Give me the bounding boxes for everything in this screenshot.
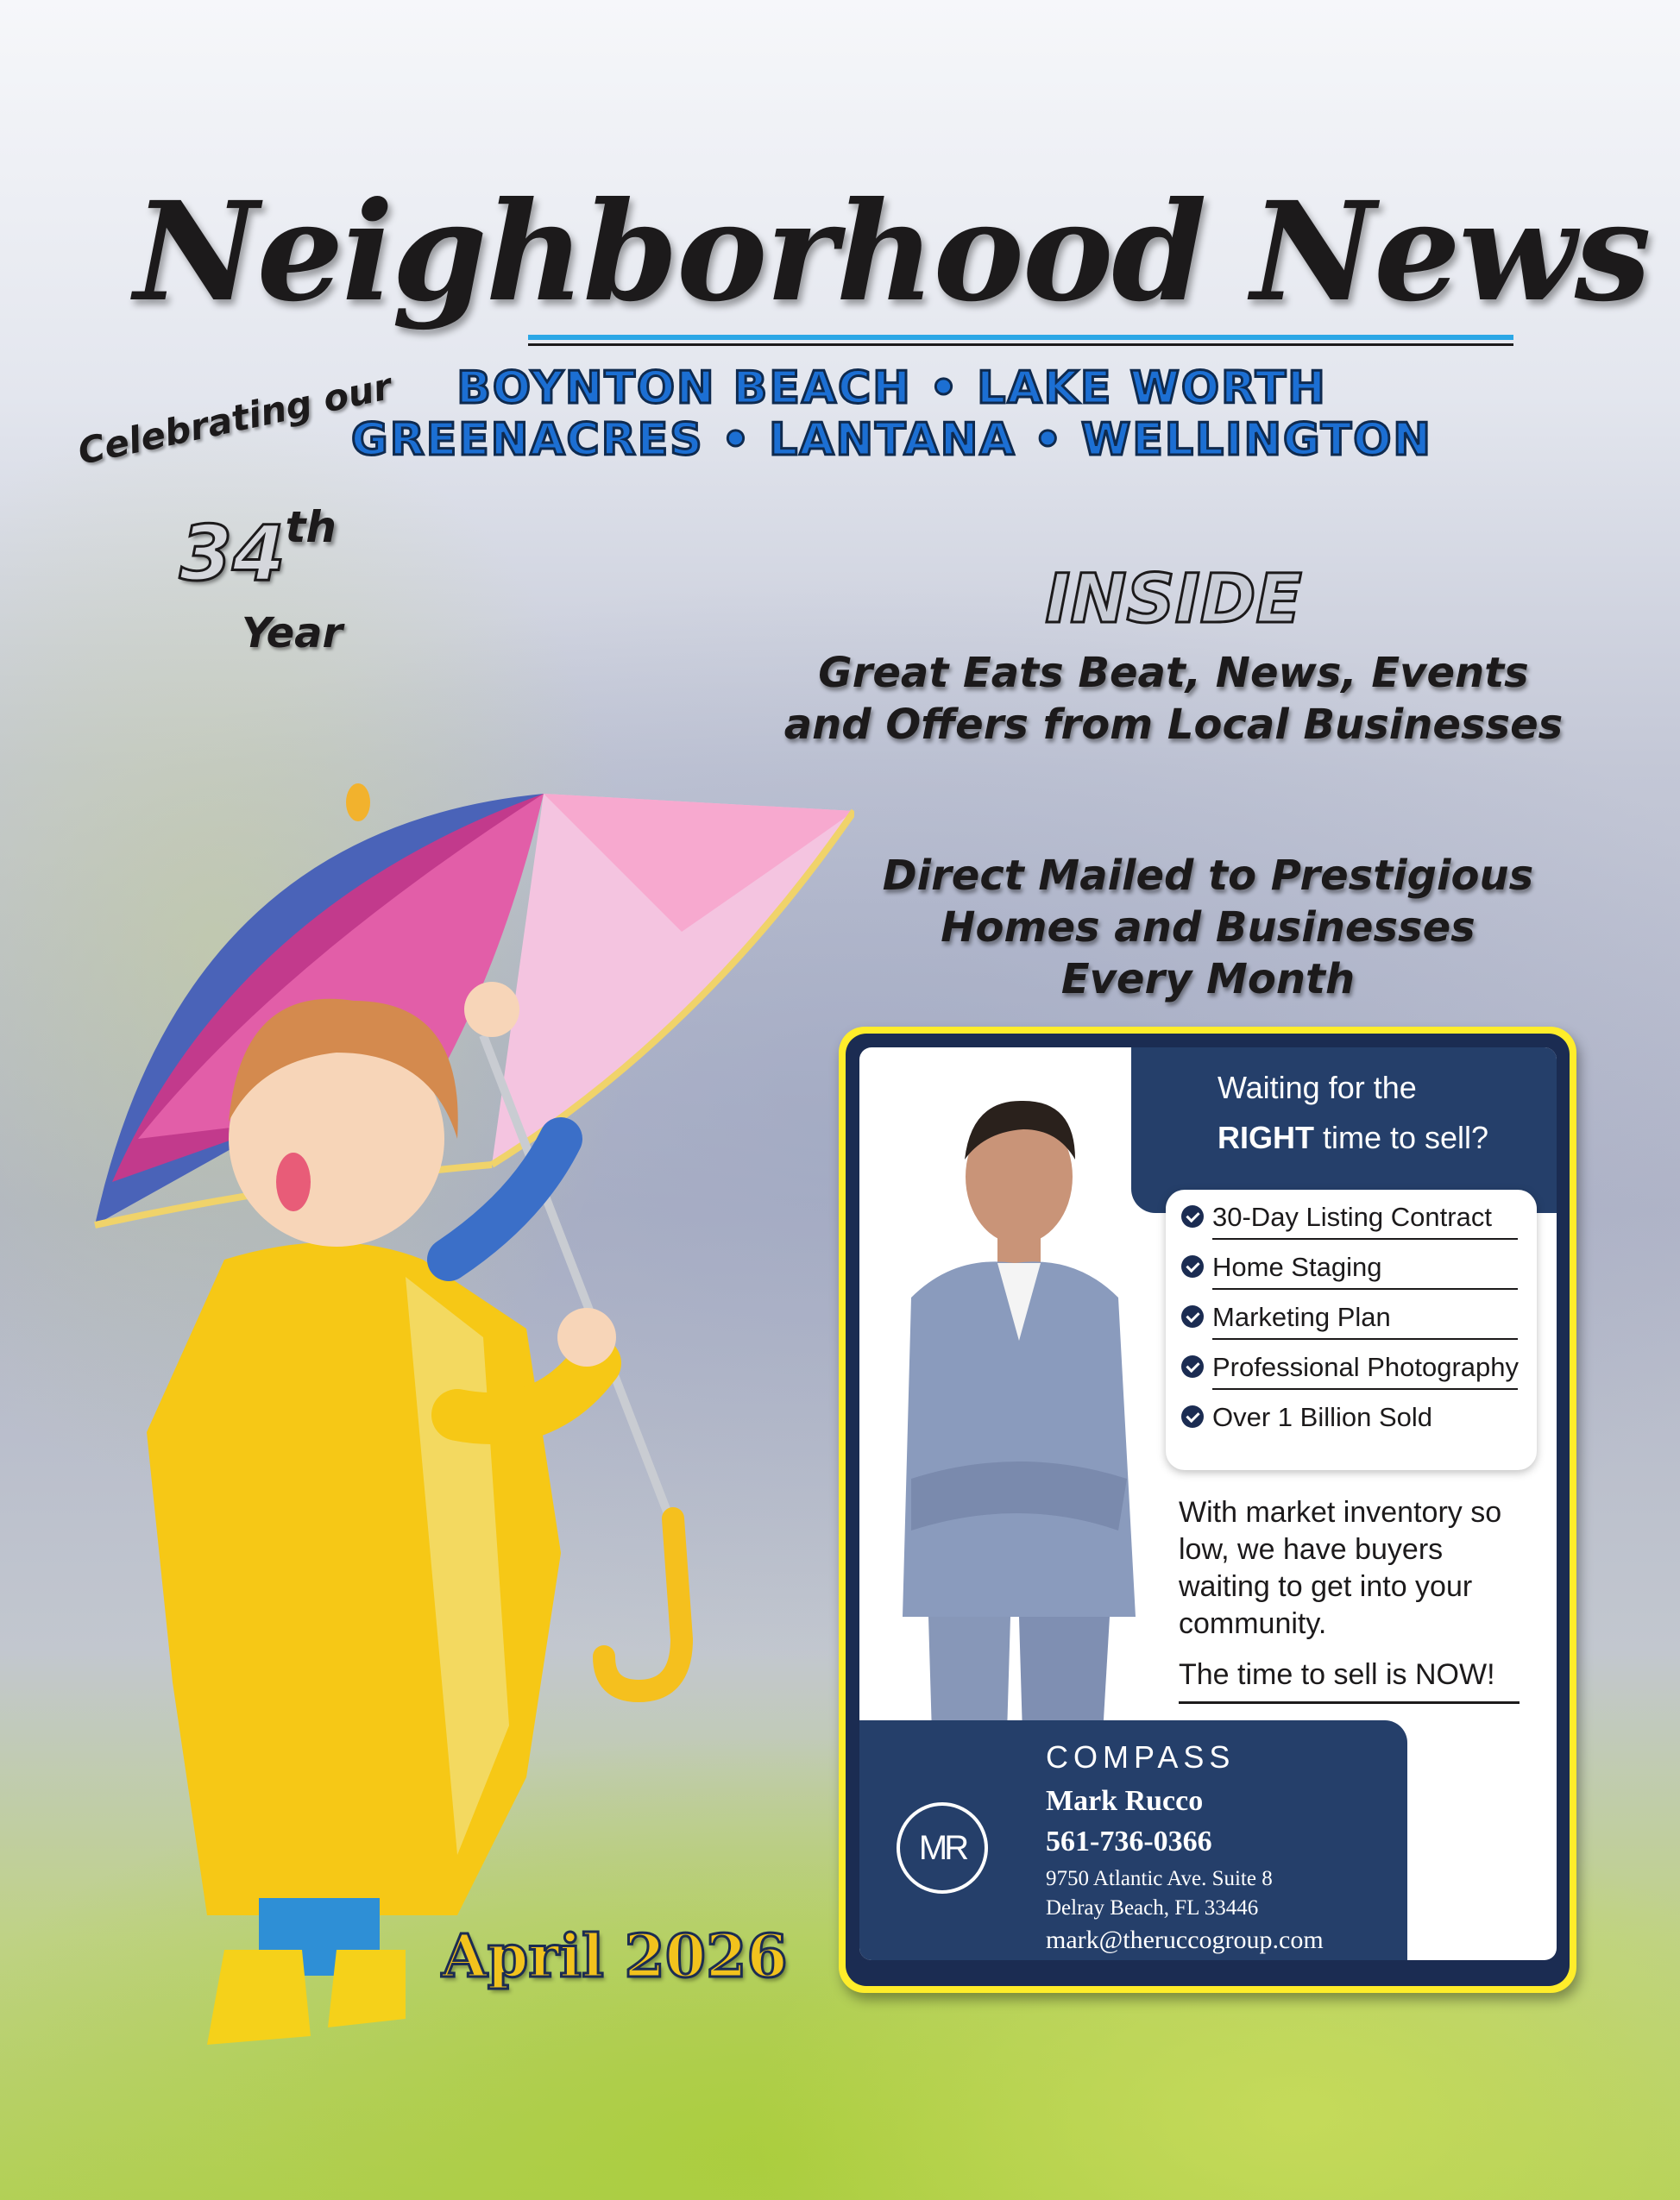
mr-logo-icon: MR [897, 1802, 988, 1894]
masthead-title: Neighborhood News [134, 173, 1650, 332]
agent-address-line-1: 9750 Atlantic Ave. Suite 8 [1046, 1867, 1273, 1890]
anniversary-suffix: th [285, 502, 337, 552]
child-with-umbrella-illustration [78, 776, 854, 2071]
feature-item: Professional Photography [1181, 1340, 1535, 1390]
mailing-line-2: Homes and Businesses [941, 903, 1476, 952]
inside-line-1: Great Eats Beat, News, Events [818, 649, 1529, 697]
realtor-advertisement [839, 1027, 1576, 1993]
check-circle-icon [1181, 1205, 1204, 1228]
ad-contact-block [859, 1720, 1407, 1960]
agent-address-line-2: Delray Beach, FL 33446 [1046, 1896, 1259, 1920]
ad-panel [859, 1047, 1557, 1960]
masthead-rule-blue [528, 335, 1513, 340]
issue-date: April 2026 [442, 1922, 788, 1991]
feature-item: Home Staging [1181, 1240, 1535, 1290]
agent-phone: 561-736-0366 [1046, 1826, 1212, 1857]
check-circle-icon [1181, 1355, 1204, 1378]
ad-body-text: With market inventory so low, we have buyers waiting to get into your community. [1179, 1496, 1502, 1640]
inside-heading: INSIDE [1045, 561, 1302, 638]
ad-question-emphasis: RIGHT [1218, 1120, 1314, 1155]
check-circle-icon [1181, 1405, 1204, 1428]
anniversary-number-digits: 34 [179, 509, 286, 598]
ad-feature-list [1166, 1190, 1537, 1470]
ad-divider [1179, 1701, 1520, 1704]
feature-item: Over 1 Billion Sold [1181, 1390, 1535, 1440]
ad-question-line-1: Waiting for the [1218, 1070, 1417, 1105]
towns-line-1: BOYNTON BEACH • LAKE WORTH [456, 362, 1327, 414]
agent-name: Mark Rucco [1046, 1785, 1204, 1817]
check-circle-icon [1181, 1305, 1204, 1328]
brand-name: COMPASS [1046, 1739, 1236, 1775]
ad-question-line-2 [1218, 1120, 1488, 1156]
celebrating-text: Celebrating our [74, 365, 395, 473]
ad-question-rest: time to sell? [1314, 1120, 1489, 1155]
towns-line-2: GREENACRES • LANTANA • WELLINGTON [351, 414, 1432, 466]
masthead-rule-black [528, 343, 1513, 346]
inside-line-2: and Offers from Local Businesses [783, 701, 1564, 749]
ad-question-banner [1131, 1047, 1557, 1213]
feature-item: 30-Day Listing Contract [1181, 1190, 1535, 1240]
mailing-line-3: Every Month [1060, 955, 1356, 1003]
mailing-line-1: Direct Mailed to Prestigious [882, 852, 1534, 900]
agent-email: mark@theruccogroup.com [1046, 1926, 1324, 1954]
anniversary-number [179, 502, 337, 598]
anniversary-year-text: Year [242, 609, 343, 657]
ad-call-to-action: The time to sell is NOW! [1179, 1658, 1495, 1691]
feature-item: Marketing Plan [1181, 1290, 1535, 1340]
check-circle-icon [1181, 1255, 1204, 1278]
